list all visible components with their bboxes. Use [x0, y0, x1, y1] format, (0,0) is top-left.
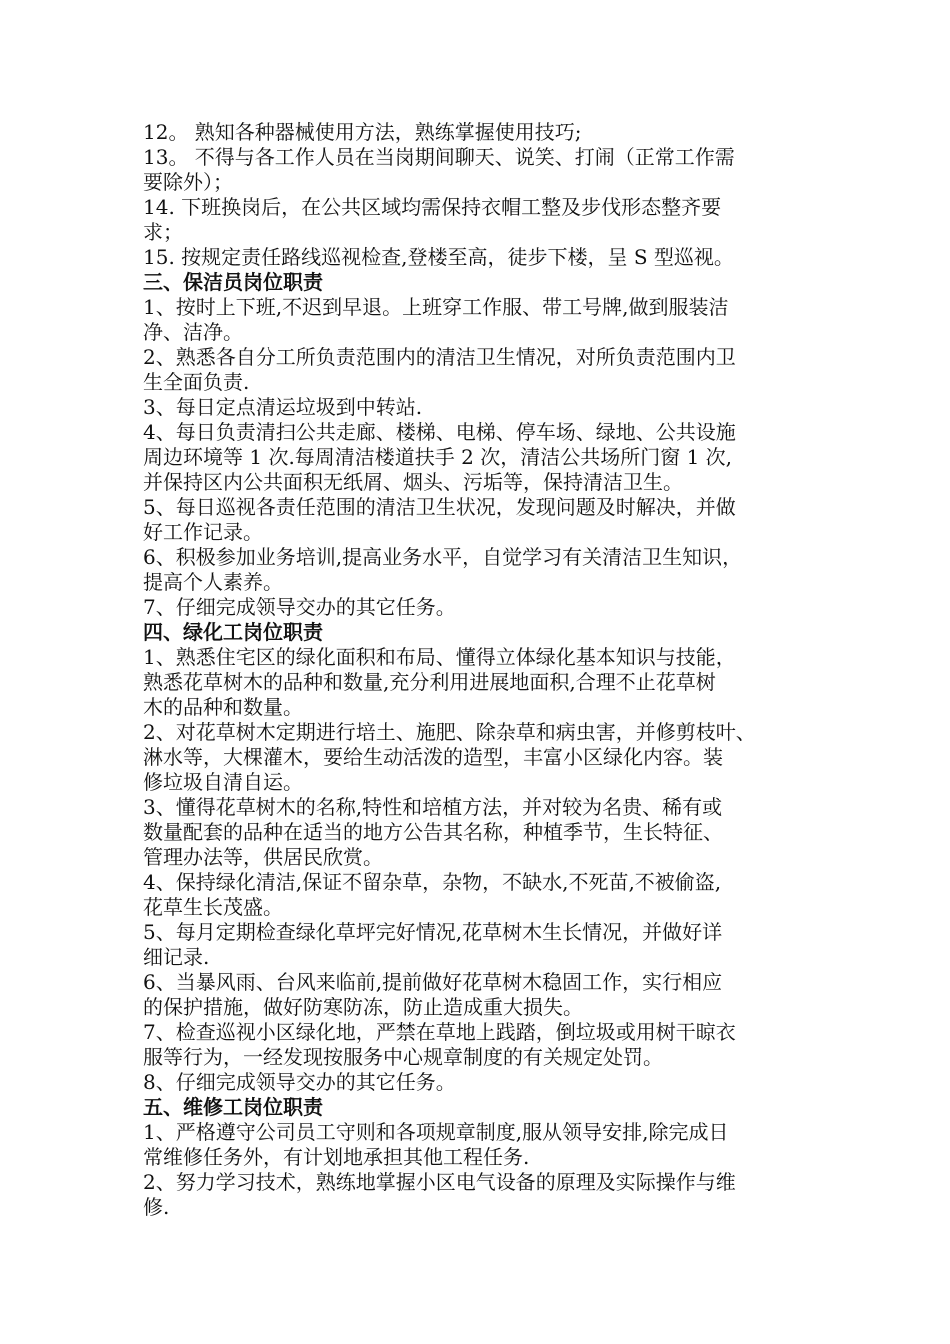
section-heading-gardener: 四、绿化工岗位职责 [143, 620, 323, 644]
text-line: 6、当暴风雨、台风来临前,提前做好花草树木稳固工作，实行相应 [143, 970, 723, 994]
text-line: 2、对花草树木定期进行培土、施肥、除杂草和病虫害，并修剪枝叶、 [143, 720, 756, 744]
text-line: 13。 不得与各工作人员在当岗期间聊天、说笑、打闹（正常工作需 [143, 145, 735, 169]
text-line: 14. 下班换岗后，在公共区域均需保持衣帽工整及步伐形态整齐要 [143, 195, 722, 219]
text-line: 常维修任务外，有计划地承担其他工程任务. [143, 1145, 530, 1169]
text-line: 6、积极参加业务培训,提高业务水平，自觉学习有关清洁卫生知识， [143, 545, 743, 569]
text-line: 提高个人素养。 [143, 570, 283, 594]
text-line: 修. [143, 1195, 170, 1219]
text-line: 15. 按规定责任路线巡视检查,登楼至高，徒步下楼，呈 S 型巡视。 [143, 245, 734, 269]
text-line: 修垃圾自清自运。 [143, 770, 303, 794]
text-line: 7、检查巡视小区绿化地，严禁在草地上践踏，倒垃圾或用树干晾衣 [143, 1020, 736, 1044]
text-line: 5、每月定期检查绿化草坪完好情况,花草树木生长情况，并做好详 [143, 920, 723, 944]
text-line: 服等行为，一经发现按服务中心规章制度的有关规定处罚。 [143, 1045, 663, 1069]
text-line: 管理办法等，供居民欣赏。 [143, 845, 383, 869]
section-heading-maintenance: 五、维修工岗位职责 [143, 1095, 323, 1119]
text-line: 3、每日定点清运垃圾到中转站. [143, 395, 423, 419]
text-line: 花草生长茂盛。 [143, 895, 283, 919]
text-line: 的保护措施，做好防寒防冻，防止造成重大损失。 [143, 995, 583, 1019]
text-line: 熟悉花草树木的品种和数量,充分利用进展地面积,合理不止花草树 [143, 670, 716, 694]
text-line: 4、每日负责清扫公共走廊、楼梯、电梯、停车场、绿地、公共设施 [143, 420, 736, 444]
text-line: 细记录. [143, 945, 210, 969]
text-line: 12。 熟知各种器械使用方法，熟练掌握使用技巧; [143, 120, 582, 144]
text-line: 1、严格遵守公司员工守则和各项规章制度,服从领导安排,除完成日 [143, 1120, 729, 1144]
text-line: 3、懂得花草树木的名称,特性和培植方法，并对较为名贵、稀有或 [143, 795, 723, 819]
text-line: 净、洁净。 [143, 320, 243, 344]
text-line: 木的品种和数量。 [143, 695, 303, 719]
text-line: 7、仔细完成领导交办的其它任务。 [143, 595, 456, 619]
text-line: 1、按时上下班,不迟到早退。上班穿工作服、带工号牌,做到服装洁 [143, 295, 729, 319]
text-line: 数量配套的品种在适当的地方公告其名称，种植季节，生长特征、 [143, 820, 723, 844]
document-page [143, 120, 833, 1220]
text-line: 4、保持绿化清洁,保证不留杂草，杂物，不缺水,不死苗,不被偷盗, [143, 870, 722, 894]
text-line: 要除外）； [143, 170, 233, 194]
text-line: 5、每日巡视各责任范围的清洁卫生状况，发现问题及时解决，并做 [143, 495, 736, 519]
text-line: 8、仔细完成领导交办的其它任务。 [143, 1070, 456, 1094]
text-line: 周边环境等 1 次.每周清洁楼道扶手 2 次，清洁公共场所门窗 1 次, [143, 445, 733, 469]
section-heading-cleaner: 三、保洁员岗位职责 [143, 270, 323, 294]
text-line: 2、熟悉各自分工所负责范围内的清洁卫生情况，对所负责范围内卫 [143, 345, 736, 369]
text-line: 1、熟悉住宅区的绿化面积和布局、懂得立体绿化基本知识与技能， [143, 645, 736, 669]
text-line: 好工作记录。 [143, 520, 263, 544]
text-line: 求； [143, 220, 183, 244]
text-line: 2、努力学习技术，熟练地掌握小区电气设备的原理及实际操作与维 [143, 1170, 736, 1194]
text-line: 并保持区内公共面积无纸屑、烟头、污垢等，保持清洁卫生。 [143, 470, 683, 494]
text-line: 淋水等，大棵灌木，要给生动活泼的造型，丰富小区绿化内容。装 [143, 745, 723, 769]
text-line: 生全面负责. [143, 370, 250, 394]
